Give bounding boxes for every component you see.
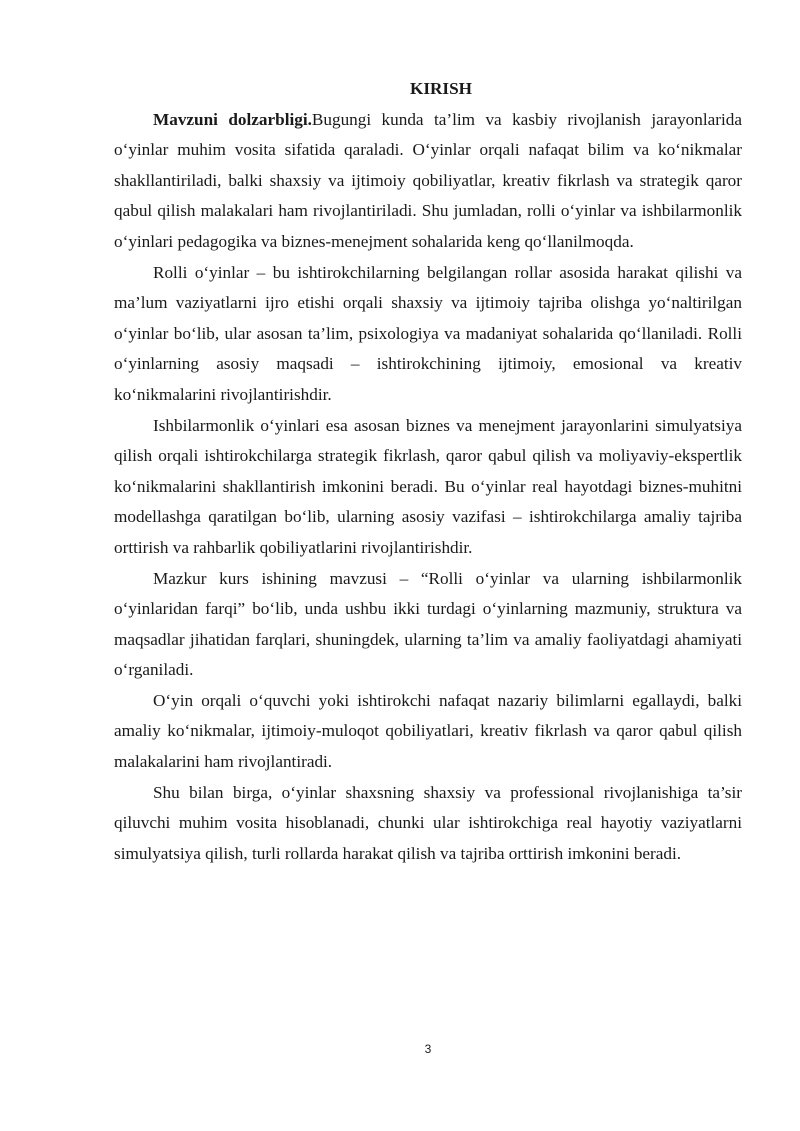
page-number: 3 — [424, 1042, 432, 1056]
paragraph-skills — [114, 686, 742, 778]
paragraph-text: Rolli o‘yinlar – bu ishtirokchilarning belgilangan rollar asosida harakat qilishi va ma’lum vaziyatlarni ijro etishi orqali shaxsiy va ijtimoiy tajriba olishga yo‘naltirilgan o‘yinlar bo‘lib, ular asosan ta’lim, psixologiya va madaniyat sohalarida qo‘llaniladi. Rolli o‘yinlarning asosiy maqsadi – ishtirokchining ijtimoiy, emosional va kreativ ko‘nikmalarini rivojlantirishdir. — [114, 262, 742, 404]
paragraph-development — [114, 778, 742, 870]
paragraph-relevance — [114, 105, 742, 258]
paragraph-text: Mazkur kurs ishining mavzusi – “Rolli o‘yinlar va ularning ishbilarmonlik o‘yinlaridan farqi” bo‘lib, unda ushbu ikki turdagi o‘yinlarning mazmuniy, struktura va maqsadlar jihatidan farqlari, shuningdek, ularning ta’lim va amaliy faoliyatdagi ahamiyati o‘rganiladi. — [114, 568, 742, 680]
paragraph-lead: Mavzuni dolzarbligi. — [153, 109, 312, 129]
paragraph-business-games — [114, 411, 742, 564]
paragraph-role-games — [114, 258, 742, 411]
paragraph-text: Shu bilan birga, o‘yinlar shaxsning shaxsiy va professional rivojlanishiga ta’sir qiluvchi muhim vosita hisoblanadi, chunki ular ishtirokchiga real hayotiy vaziyatlarni simulyatsiya qilish, turli rollarda harakat qilish va tajriba orttirish imkonini beradi. — [114, 782, 742, 863]
page-content — [114, 74, 742, 869]
paragraph-text: Bugungi kunda ta’lim va kasbiy rivojlanish jarayonlarida o‘yinlar muhim vosita sifatida qaraladi. O‘yinlar orqali nafaqat bilim va ko‘nikmalar shakllantiriladi, balki shaxsiy va ijtimoiy qobiliyatlar, kreativ fikrlash va strategik qaror qabul qilish malakalari ham rivojlantiriladi. Shu jumladan, rolli o‘yinlar va ishbilarmonlik o‘yinlari pedagogika va biznes-menejment sohalarida keng qo‘llanilmoqda. — [114, 109, 742, 251]
section-title: KIRISH — [409, 79, 473, 98]
paragraph-text: O‘yin orqali o‘quvchi yoki ishtirokchi nafaqat nazariy bilimlarni egallaydi, balki amaliy ko‘nikmalar, ijtimoiy-muloqot qobiliyatlari, kreativ fikrlash va qaror qabul qilish malakalarini ham rivojlantiradi. — [114, 690, 742, 772]
paragraph-text: Ishbilarmonlik o‘yinlari esa asosan biznes va menejment jarayonlarini simulyatsiya qilish orqali ishtirokchilarga strategik fikrlash, qaror qabul qilish va moliyaviy-ekspertlik ko‘nikmalarini shakllantirish imkonini beradi. Bu o‘yinlar real hayotdagi biznes-muhitni modellashga qaratilgan bo‘lib, ularning asosiy vazifasi – ishtirokchilarga amaliy tajriba orttirish va rahbarlik qobiliyatlarini rivojlantirishdir. — [114, 415, 742, 557]
paragraph-topic — [114, 564, 742, 686]
